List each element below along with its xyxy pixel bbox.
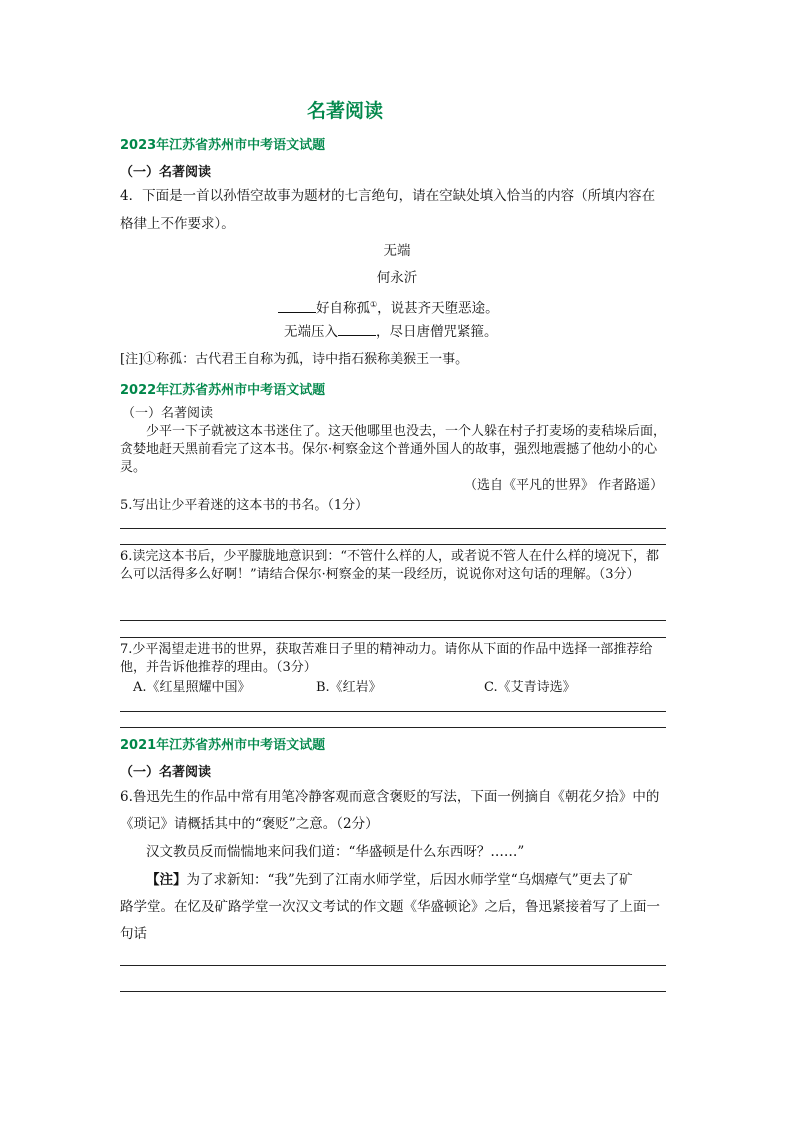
footnote-marker: ① (370, 300, 378, 309)
option-a: A.《红星照耀中国》 (133, 680, 251, 695)
answer-line[interactable] (120, 637, 666, 638)
question-5: 5.写出让少平着迷的这本书的书名。（1分） (120, 498, 369, 513)
answer-line[interactable] (120, 727, 666, 728)
section-2022-part: （一）名著阅读 (122, 406, 214, 421)
question-4-line2: 格律上不作要求）。 (120, 216, 235, 232)
poem-title: 无端 (383, 243, 411, 259)
page-title: 名著阅读 (306, 100, 383, 122)
question-6-2021-line1: 6.鲁迅先生的作品中常有用笔冷静客观而意含褒贬的写法，下面一例摘自《朝花夕拾》中的 (120, 789, 660, 805)
note-line-2: 路学堂。在忆及矿路学堂一次汉文考试的作文题《华盛顿论》之后，鲁迅紧接着写了上面一 (120, 899, 660, 915)
answer-line[interactable] (120, 965, 666, 966)
section-2021-heading: 2021年江苏省苏州市中考语文试题 (120, 738, 326, 753)
answer-line[interactable] (120, 528, 666, 529)
note-line-1: 【注】为了求新知：“我”先到了江南水师学堂，后因水师学堂“乌烟瘴气”更去了矿 (146, 872, 633, 888)
option-c: C.《艾青诗选》 (484, 680, 576, 695)
answer-line[interactable] (120, 711, 666, 712)
section-2023-heading: 2023年江苏省苏州市中考语文试题 (120, 138, 326, 153)
quoted-passage: 汉文教员反而惴惴地来问我们道：“华盛顿是什么东西呀？……” (146, 844, 525, 860)
poem-author: 何永沂 (376, 270, 418, 286)
question-6: 6.读完这本书后，少平朦胧地意识到：“不管什么样的人，或者说不管人在什么样的境况下，都么可以活得多么好啊！”请结合保尔·柯察金的某一段经历，说说你对这句话的理解。（3分） (120, 549, 660, 582)
note-line-3: 句话 (120, 926, 147, 942)
poem-line-1: 好自称孤①，说甚齐天堕恶途。 (278, 291, 499, 323)
poem-blank-1[interactable] (278, 298, 316, 313)
answer-line[interactable] (120, 544, 666, 545)
section-2021-part: （一）名著阅读 (120, 765, 212, 780)
novel-passage: 少平一下子就被这本书迷住了。这天他哪里也没去，一个人躲在村子打麦场的麦秸垛后面，贪婪地赶天黑前看完了这本书。保尔·柯察金这个普通外国人的故事，强烈地震撼了他幼小的心灵。 (120, 424, 667, 475)
passage-source: （选自《平凡的世界》 作者路遥） (464, 478, 664, 493)
option-b: B.《红岩》 (316, 680, 382, 695)
answer-line[interactable] (120, 991, 666, 992)
note-label: 【注】 (146, 872, 187, 888)
section-2023-part: （一）名著阅读 (120, 165, 212, 180)
poem-blank-2[interactable] (338, 321, 376, 336)
poem-line-2: 无端压入 ，尽日唐僧咒紧箍。 (284, 318, 498, 346)
answer-line[interactable] (120, 620, 666, 621)
poem-note: [注]①称孤：古代君王自称为孤，诗中指石猴称美猴王一事。 (120, 352, 469, 367)
question-7: 7.少平渴望走进书的世界，获取苦难日子里的精神动力。请你从下面的作品中选择一部推荐给他，并告诉他推荐的理由。（3分） (120, 642, 653, 675)
question-6-2021-line2: 《琐记》请概括其中的“褒贬”之意。（2分） (120, 816, 379, 832)
section-2022-heading: 2022年江苏省苏州市中考语文试题 (120, 383, 326, 398)
question-4-line1: 4．下面是一首以孙悟空故事为题材的七言绝句，请在空缺处填入恰当的内容（所填内容在 (120, 188, 656, 204)
